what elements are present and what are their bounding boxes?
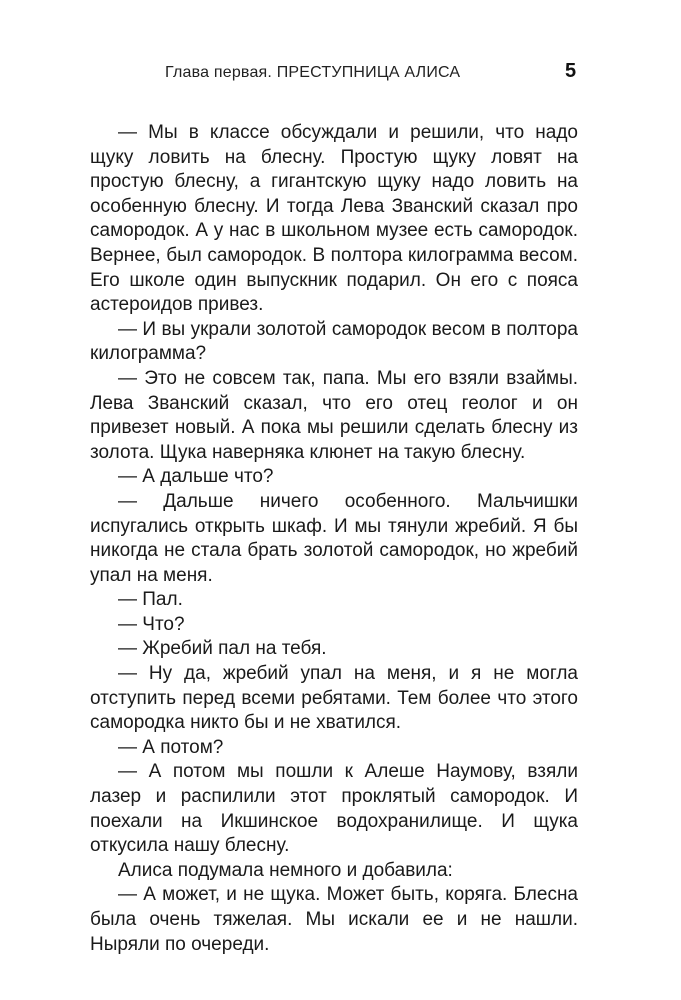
paragraph: — Ну да, жребий упал на меня, и я не могла отступить перед всеми ребятами. Тем более что этого самородка никто бы и не хватился. <box>90 663 578 734</box>
page-number: 5 <box>565 60 577 82</box>
paragraph: — Мы в классе обсуждали и решили, что надо щуку ловить на блесну. Простую щуку ловят на простую блесну, а гигантскую щуку надо ловить на особенную блесну. И тогда Лева Званский сказал про самородок. А у нас в школьном музее есть самородок. Вернее, был самородок. В полтора килограмма весом. Его школе один выпускник подарил. Он его с пояса астероидов привез. <box>90 122 578 316</box>
paragraph: Алиса подумала немного и добавила: <box>118 859 453 881</box>
paragraph: — А может, и не щука. Может быть, коряга. Блесна была очень тяжелая. Мы искали ее и не нашли. Ныряли по очереди. <box>90 884 578 955</box>
paragraph: — И вы украли золотой самородок весом в полтора килограмма? <box>90 318 578 365</box>
paragraph: — А потом мы пошли к Алеше Наумову, взяли лазер и распилили этот проклятый самородок. И поехали на Икшинское водохранилище. И щука откусила нашу блесну. <box>90 761 578 857</box>
paragraph: — А дальше что? <box>118 466 274 488</box>
body-text <box>90 121 578 957</box>
running-head: Глава первая. ПРЕСТУПНИЦА АЛИСА <box>165 64 461 81</box>
paragraph: — Это не совсем так, папа. Мы его взяли взаймы. Лева Званский сказал, что его отец геолог и он привезет новый. А пока мы решили сделать блесну из золота. Щука наверняка клюнет на такую блесну. <box>90 367 578 463</box>
paragraph: — Дальше ничего особенного. Мальчишки испугались открыть шкаф. И мы тянули жребий. Я бы никогда не стала брать золотой самородок, но жребий упал на меня. <box>90 490 578 586</box>
paragraph: — Жребий пал на тебя. <box>118 638 327 660</box>
paragraph: — Что? <box>118 613 185 635</box>
paragraph: — Пал. <box>118 589 183 611</box>
paragraph: — А потом? <box>118 736 224 758</box>
